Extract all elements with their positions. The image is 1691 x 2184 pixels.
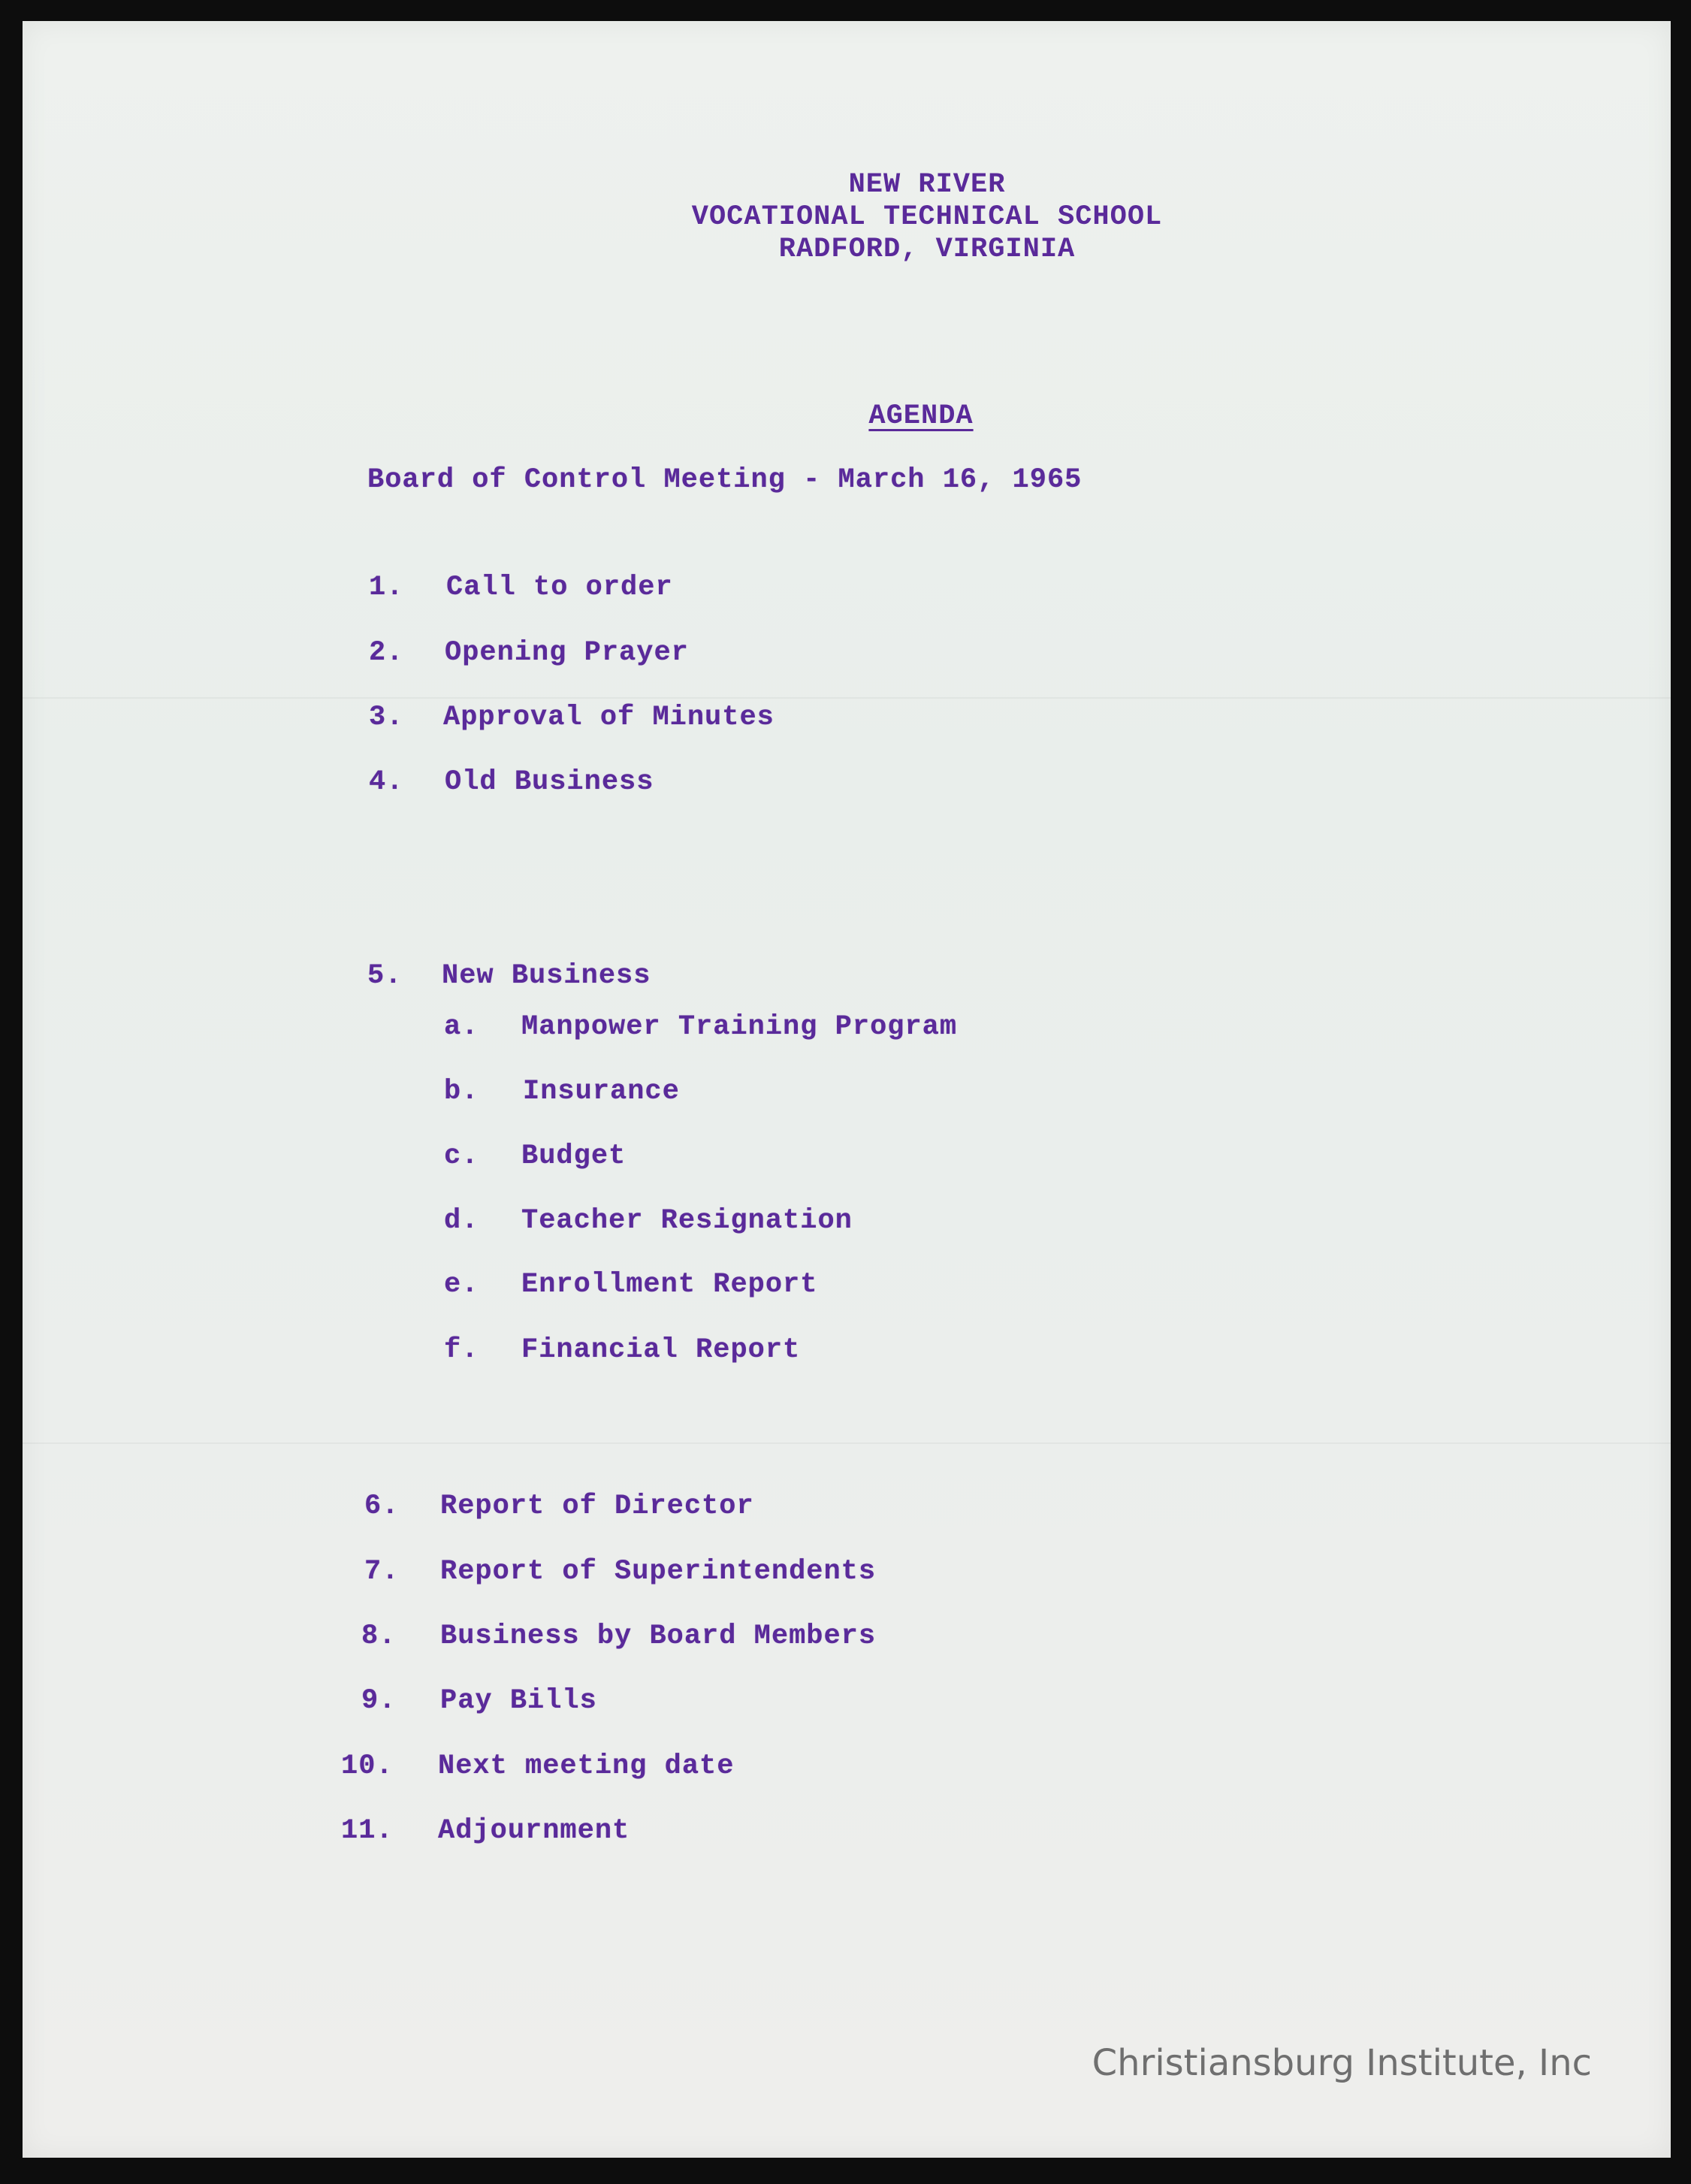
agenda-item-text: Business by Board Members [440, 1621, 877, 1652]
agenda-item-number: 4. [369, 766, 404, 798]
agenda-item-text: Report of Superintendents [440, 1556, 877, 1587]
agenda-subitem-text: Manpower Training Program [521, 1011, 958, 1043]
meeting-subtitle: Board of Control Meeting - March 16, 1965 [367, 464, 1083, 496]
agenda-item-number: 3. [369, 702, 404, 733]
agenda-item-text: Call to order [446, 572, 673, 603]
agenda-item-text: Opening Prayer [445, 637, 689, 669]
header-line-school-name: NEW RIVER [848, 169, 1006, 201]
agenda-item-number: 5. [367, 960, 403, 992]
agenda-item-number: 1. [369, 572, 404, 603]
agenda-item-number: 7. [364, 1556, 400, 1587]
document-page [23, 21, 1671, 2158]
agenda-item-number: 10. [341, 1751, 394, 1782]
agenda-item-text: Next meeting date [438, 1751, 735, 1782]
agenda-subitem-text: Budget [521, 1140, 627, 1172]
agenda-subitem-letter: c. [444, 1140, 479, 1172]
agenda-subitem-text: Financial Report [521, 1334, 801, 1366]
agenda-subitem-letter: d. [444, 1205, 479, 1237]
agenda-subitem-letter: b. [444, 1076, 479, 1107]
agenda-item-text: Adjournment [438, 1815, 630, 1847]
agenda-subitem-letter: e. [444, 1269, 479, 1300]
header-line-school-type: VOCATIONAL TECHNICAL SCHOOL [691, 201, 1163, 233]
agenda-subitem-letter: f. [444, 1334, 479, 1366]
paper-fold-line [23, 697, 1671, 699]
agenda-subitem-text: Insurance [523, 1076, 680, 1107]
agenda-title: AGENDA [868, 400, 974, 432]
paper-fold-line [23, 1442, 1671, 1444]
agenda-item-number: 2. [369, 637, 404, 669]
header-line-location: RADFORD, VIRGINIA [778, 234, 1076, 265]
watermark-text: Christiansburg Institute, Inc [1092, 2042, 1592, 2084]
agenda-item-text: New Business [442, 960, 651, 992]
agenda-item-text: Approval of Minutes [443, 702, 775, 733]
agenda-item-text: Pay Bills [440, 1685, 597, 1717]
agenda-item-number: 9. [361, 1685, 397, 1717]
agenda-subitem-text: Teacher Resignation [521, 1205, 853, 1237]
agenda-item-text: Report of Director [440, 1491, 754, 1522]
agenda-subitem-text: Enrollment Report [521, 1269, 818, 1300]
agenda-item-number: 8. [361, 1621, 397, 1652]
agenda-subitem-letter: a. [444, 1011, 479, 1043]
agenda-item-number: 11. [341, 1815, 394, 1847]
agenda-item-text: Old Business [445, 766, 654, 798]
agenda-item-number: 6. [364, 1491, 400, 1522]
